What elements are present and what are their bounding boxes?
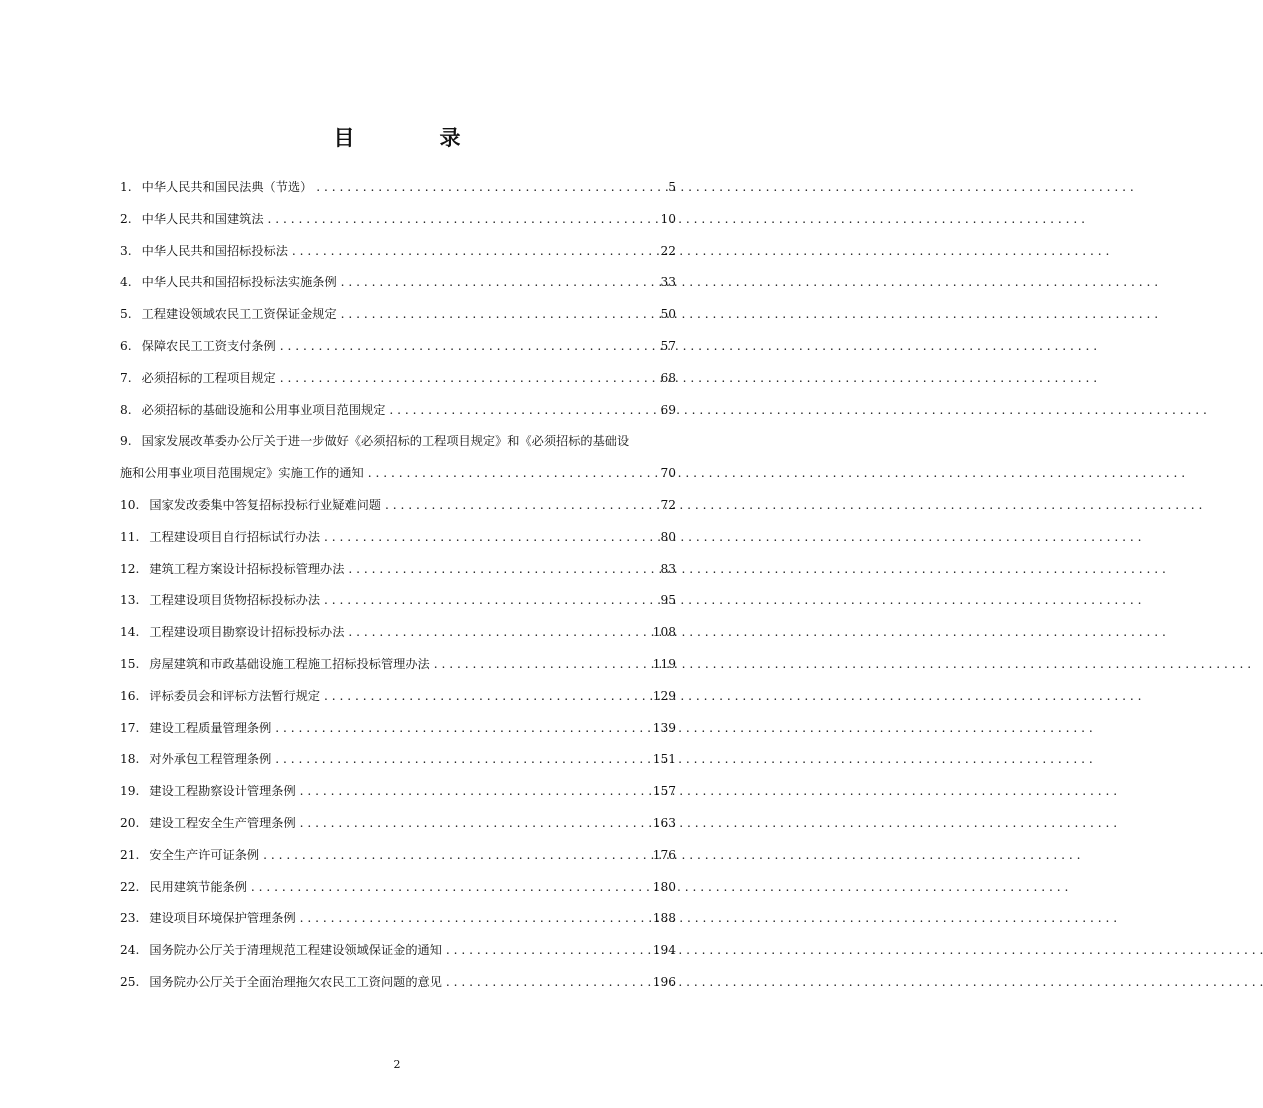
toc-entry-title: 国家发改委集中答复招标投标行业疑难问题 (149, 497, 381, 512)
dot-leader (316, 172, 664, 204)
dot-leader (275, 744, 648, 776)
toc-entry-page: 57 (660, 338, 676, 353)
toc-entry[interactable] (120, 395, 676, 427)
toc-entry-page: 68 (660, 370, 676, 385)
toc-entry-title: 工程建设项目勘察设计招标投标办法 (149, 625, 345, 640)
toc-entry-title: 中华人民共和国民法典（节选） (141, 180, 313, 194)
toc-entry[interactable] (120, 681, 676, 713)
dot-leader (292, 236, 657, 268)
toc-entry-page: 95 (660, 593, 676, 608)
toc-entry-title: 评标委员会和评标方法暂行规定 (149, 688, 321, 703)
dot-leader (280, 331, 657, 363)
toc-entry-number: 11. (120, 529, 140, 544)
toc-entry-page: 139 (652, 720, 676, 735)
toc-entry-title: 建筑工程方案设计招标投标管理办法 (149, 561, 345, 576)
toc-entry-number: 21. (120, 847, 140, 862)
dot-leader (300, 903, 649, 935)
toc-entry-number: 1. (120, 180, 132, 194)
toc-entry-number: 13. (120, 593, 140, 608)
page-number: 2 (393, 1058, 401, 1071)
toc-entry-title: 必须招标的基础设施和公用事业项目范围规定 (141, 402, 386, 417)
toc-entry-number: 2. (120, 211, 132, 226)
dot-leader (300, 808, 649, 840)
toc-entry-page: 119 (652, 656, 676, 671)
toc-entry-page: 196 (652, 974, 676, 989)
toc-entry-title: 中华人民共和国招标投标法 (141, 243, 288, 258)
toc-entry[interactable] (120, 299, 676, 331)
toc-entry-number: 5. (120, 307, 132, 322)
toc-entry[interactable] (120, 617, 676, 649)
dot-leader (348, 554, 656, 586)
dot-leader (348, 617, 648, 649)
toc-entry-title: 中华人民共和国招标投标法实施条例 (141, 275, 337, 290)
toc-entry-page: 176 (652, 847, 676, 862)
toc-entry-number: 17. (120, 720, 140, 735)
toc-entry-page: 108 (652, 625, 676, 640)
toc-entry-title: 建设工程质量管理条例 (149, 720, 272, 735)
toc-entry-number: 14. (120, 625, 140, 640)
toc-entry[interactable] (120, 935, 676, 967)
toc-entry-number: 6. (120, 338, 132, 353)
toc-entry-number: 20. (120, 815, 140, 830)
toc-entry-page: 83 (660, 561, 676, 576)
page-title: 目 录 (333, 125, 493, 150)
dot-leader (446, 967, 649, 999)
toc-entry[interactable] (120, 236, 676, 268)
toc-entry-title: 建设项目环境保护管理条例 (149, 911, 296, 926)
toc-entry-page: 33 (660, 275, 676, 290)
toc-entry-page: 5 (668, 180, 676, 194)
toc-entry-title: 国家发展改革委办公厅关于进一步做好《必须招标的工程项目规定》和《必须招标的基础设 (141, 434, 630, 449)
toc-entry-number: 3. (120, 243, 132, 258)
toc-entry-page: 129 (652, 688, 676, 703)
toc-entry[interactable] (120, 585, 676, 617)
dot-leader (300, 776, 649, 808)
toc-entry-title: 保障农民工工资支付条例 (141, 338, 276, 353)
toc-entry-page: 69 (660, 402, 676, 417)
toc-entry-page: 80 (660, 529, 676, 544)
toc-entry-page: 157 (652, 784, 676, 799)
toc-entry-title: 国务院办公厅关于全面治理拖欠农民工工资问题的意见 (149, 974, 442, 989)
toc-entry-number: 7. (120, 370, 132, 385)
toc-entry[interactable] (120, 808, 676, 840)
toc-entry[interactable] (120, 744, 676, 776)
toc-entry[interactable] (120, 554, 676, 586)
dot-leader (324, 522, 656, 554)
toc-entry-page: 188 (652, 911, 676, 926)
toc-entry-title: 建设工程勘察设计管理条例 (149, 784, 296, 799)
toc-entry-number: 9. (120, 434, 132, 449)
toc-entry[interactable] (120, 172, 676, 204)
toc-entry-number: 19. (120, 784, 140, 799)
toc-entry-title: 建设工程安全生产管理条例 (149, 815, 296, 830)
dot-leader (434, 649, 649, 681)
toc-entry[interactable] (120, 903, 676, 935)
toc-entry-title: 国务院办公厅关于清理规范工程建设领域保证金的通知 (149, 943, 442, 958)
toc-entry[interactable] (120, 713, 676, 745)
toc-entry-page: 151 (652, 752, 676, 767)
toc-entry-title: 安全生产许可证条例 (149, 847, 260, 862)
toc-entry[interactable] (120, 872, 676, 904)
toc-entry[interactable] (120, 426, 676, 490)
toc-entry-number: 25. (120, 974, 140, 989)
dot-leader (341, 267, 657, 299)
dot-leader (446, 935, 649, 967)
toc-entry-number: 8. (120, 402, 132, 417)
dot-leader (324, 681, 649, 713)
toc-entry-page: 163 (652, 815, 676, 830)
toc-entry[interactable] (120, 267, 676, 299)
toc-entry-title: 工程建设项目货物招标投标办法 (149, 593, 321, 608)
toc-entry[interactable] (120, 967, 676, 999)
toc-entry-number: 16. (120, 688, 140, 703)
dot-leader (275, 713, 648, 745)
toc-entry-number: 24. (120, 943, 140, 958)
toc-entry[interactable] (120, 840, 676, 872)
toc-entry[interactable] (120, 363, 676, 395)
dot-leader (280, 363, 657, 395)
toc-entry-number: 23. (120, 911, 140, 926)
toc-entry-page: 10 (660, 211, 676, 226)
toc-entry-page: 180 (652, 879, 676, 894)
toc-entry[interactable] (120, 331, 676, 363)
toc-entry-number: 10. (120, 497, 140, 512)
toc-entry-page: 50 (660, 307, 676, 322)
toc-entry[interactable] (120, 490, 676, 522)
toc-entry-number: 18. (120, 752, 140, 767)
toc-entry-title: 工程建设领域农民工工资保证金规定 (141, 307, 337, 322)
toc-entry-title: 必须招标的工程项目规定 (141, 370, 276, 385)
toc-entry-title: 房屋建筑和市政基础设施工程施工招标投标管理办法 (149, 656, 430, 671)
toc-entry-title: 工程建设项目自行招标试行办法 (149, 529, 321, 544)
toc-entry-number: 12. (120, 561, 140, 576)
dot-leader (341, 299, 657, 331)
dot-leader (268, 204, 657, 236)
dot-leader (263, 840, 649, 872)
toc-entry-page: 70 (660, 466, 676, 481)
toc-entry-page: 22 (660, 243, 676, 258)
toc-entry-page: 72 (660, 497, 676, 512)
toc-entry[interactable] (120, 522, 676, 554)
toc-entry-title-continued: 施和公用事业项目范围规定》实施工作的通知 (120, 466, 364, 481)
dot-leader (385, 490, 657, 522)
toc-entry[interactable] (120, 776, 676, 808)
toc-entry-number: 4. (120, 275, 132, 290)
toc-entry-title: 对外承包工程管理条例 (149, 752, 272, 767)
dot-leader (368, 458, 657, 490)
toc-entry-page: 194 (652, 943, 676, 958)
dot-leader (389, 395, 656, 427)
toc-entry[interactable] (120, 649, 676, 681)
dot-leader (251, 872, 649, 904)
toc-entry-number: 22. (120, 879, 140, 894)
toc-entry-title: 中华人民共和国建筑法 (141, 211, 264, 226)
toc-entry-title: 民用建筑节能条例 (149, 879, 247, 894)
dot-leader (324, 585, 656, 617)
toc-entry[interactable] (120, 204, 676, 236)
table-of-contents (120, 172, 676, 999)
toc-entry-number: 15. (120, 656, 140, 671)
